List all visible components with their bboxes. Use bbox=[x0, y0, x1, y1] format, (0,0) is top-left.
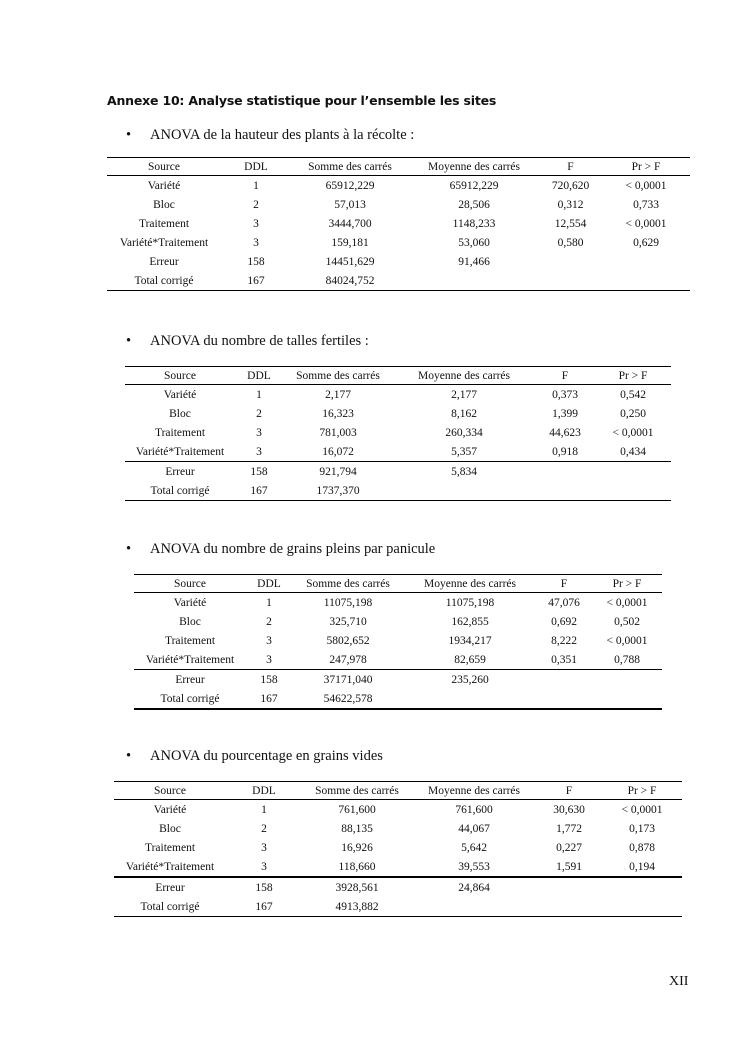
cell-sum-squares: 4913,882 bbox=[302, 897, 412, 917]
table-row bbox=[134, 650, 662, 670]
cell-source: Variété bbox=[147, 179, 181, 192]
table-row bbox=[107, 271, 690, 291]
col-mean-squares: Moyenne des carrés bbox=[404, 575, 536, 593]
col-pr-f: Pr > F bbox=[602, 782, 682, 800]
cell-pr-f bbox=[602, 271, 690, 291]
cell-mean-squares: 24,864 bbox=[412, 877, 536, 897]
cell-source: Total corrigé bbox=[107, 271, 221, 291]
table-row bbox=[114, 819, 682, 838]
col-source: Source bbox=[107, 158, 221, 176]
cell-sum-squares: 761,600 bbox=[338, 803, 376, 816]
cell-f: 0,312 bbox=[557, 198, 584, 211]
cell-sum-squares: 16,926 bbox=[341, 841, 373, 854]
cell-sum-squares: 84024,752 bbox=[291, 271, 409, 291]
cell-f: 0,580 bbox=[557, 236, 584, 249]
cell-sum-squares: 5802,652 bbox=[326, 634, 370, 647]
cell-source: Bloc bbox=[179, 615, 201, 628]
cell-f: 30,630 bbox=[553, 803, 585, 816]
col-ddl: DDL bbox=[235, 367, 283, 385]
cell-pr-f: < 0,0001 bbox=[606, 634, 648, 647]
cell-pr-f: 0,542 bbox=[620, 388, 646, 401]
cell-source: Variété bbox=[153, 803, 187, 816]
cell-ddl: 158 bbox=[226, 877, 302, 897]
cell-source: Variété bbox=[163, 388, 197, 401]
cell-source: Variété*Traitement bbox=[145, 653, 235, 666]
cell-ddl: 3 bbox=[261, 841, 267, 854]
cell-source: Total corrigé bbox=[114, 897, 226, 917]
cell-source: Bloc bbox=[169, 407, 191, 420]
cell-sum-squares: 11075,198 bbox=[323, 596, 373, 609]
cell-mean-squares: 39,553 bbox=[458, 860, 490, 873]
cell-pr-f: 0,194 bbox=[629, 860, 655, 873]
cell-pr-f: < 0,0001 bbox=[625, 179, 667, 192]
header-row bbox=[114, 782, 682, 800]
cell-ddl: 1 bbox=[256, 388, 262, 401]
cell-sum-squares: 247,978 bbox=[329, 653, 367, 666]
col-ddl: DDL bbox=[221, 158, 291, 176]
cell-source: Variété*Traitement bbox=[125, 860, 215, 873]
cell-ddl: 2 bbox=[266, 615, 272, 628]
cell-source: Erreur bbox=[149, 255, 179, 268]
col-pr-f: Pr > F bbox=[592, 575, 662, 593]
table-row bbox=[134, 593, 662, 613]
table-row bbox=[125, 481, 671, 501]
annex-heading: Annexe 10: Analyse statistique pour l’ensemble les sites bbox=[107, 93, 497, 108]
cell-pr-f bbox=[595, 481, 671, 501]
cell-f: 8,222 bbox=[551, 634, 577, 647]
cell-pr-f: 0,878 bbox=[629, 841, 655, 854]
cell-f: 1,772 bbox=[556, 822, 582, 835]
anova-table-tillers bbox=[125, 366, 671, 501]
table-row bbox=[125, 404, 671, 423]
col-sum-squares: Somme des carrés bbox=[292, 575, 404, 593]
cell-pr-f: 0,733 bbox=[633, 198, 659, 211]
col-source: Source bbox=[125, 367, 235, 385]
cell-source: Total corrigé bbox=[125, 481, 235, 501]
cell-source: Erreur bbox=[134, 670, 246, 690]
bullet: • bbox=[126, 127, 132, 143]
table-row bbox=[134, 612, 662, 631]
page-number: XII bbox=[669, 974, 689, 989]
col-mean-squares: Moyenne des carrés bbox=[409, 158, 539, 176]
anova-table-empty-grains bbox=[114, 781, 682, 917]
cell-sum-squares: 325,710 bbox=[329, 615, 367, 628]
cell-f bbox=[536, 897, 602, 917]
cell-source: Variété*Traitement bbox=[119, 236, 209, 249]
section-title-text: ANOVA du pourcentage en grains vides bbox=[150, 748, 383, 764]
cell-ddl: 158 bbox=[247, 255, 265, 268]
col-ddl: DDL bbox=[226, 782, 302, 800]
col-mean-squares: Moyenne des carrés bbox=[393, 367, 535, 385]
cell-sum-squares: 3928,561 bbox=[302, 877, 412, 897]
section-title-full-grains bbox=[126, 541, 435, 558]
cell-ddl: 2 bbox=[256, 407, 262, 420]
cell-sum-squares: 1737,370 bbox=[283, 481, 393, 501]
table-row bbox=[114, 838, 682, 857]
col-f: F bbox=[535, 367, 595, 385]
section-title-text: ANOVA du nombre de talles fertiles : bbox=[150, 333, 369, 349]
cell-source: Bloc bbox=[159, 822, 181, 835]
table-row bbox=[134, 670, 662, 690]
cell-mean-squares: 1148,233 bbox=[452, 217, 496, 230]
cell-f: 1,399 bbox=[552, 407, 578, 420]
table-row bbox=[125, 385, 671, 405]
cell-f: 720,620 bbox=[551, 179, 590, 192]
anova-table-height bbox=[107, 157, 690, 291]
cell-sum-squares: 921,794 bbox=[283, 462, 393, 482]
cell-sum-squares: 88,135 bbox=[341, 822, 373, 835]
cell-sum-squares: 57,013 bbox=[334, 198, 366, 211]
cell-f: 0,918 bbox=[552, 445, 578, 458]
cell-ddl: 3 bbox=[253, 217, 259, 230]
anova-table-full-grains bbox=[134, 574, 662, 710]
cell-source: Erreur bbox=[114, 877, 226, 897]
cell-ddl: 1 bbox=[253, 179, 259, 192]
cell-ddl: 3 bbox=[266, 653, 272, 666]
table-row bbox=[114, 877, 682, 897]
col-f: F bbox=[536, 782, 602, 800]
table-row bbox=[125, 462, 671, 482]
cell-sum-squares: 37171,040 bbox=[292, 670, 404, 690]
col-f: F bbox=[536, 575, 592, 593]
cell-pr-f bbox=[592, 670, 662, 690]
cell-mean-squares: 44,067 bbox=[458, 822, 490, 835]
cell-f: 0,692 bbox=[551, 615, 577, 628]
cell-mean-squares: 5,642 bbox=[461, 841, 487, 854]
cell-f bbox=[536, 877, 602, 897]
cell-pr-f: < 0,0001 bbox=[612, 426, 654, 439]
cell-mean-squares: 235,260 bbox=[404, 670, 536, 690]
cell-mean-squares: 28,506 bbox=[458, 198, 490, 211]
table-row bbox=[107, 214, 690, 233]
cell-pr-f: 0,250 bbox=[620, 407, 646, 420]
cell-mean-squares: 1934,217 bbox=[448, 634, 492, 647]
cell-pr-f: 0,173 bbox=[629, 822, 655, 835]
cell-sum-squares: 65912,229 bbox=[325, 179, 375, 192]
cell-mean-squares bbox=[393, 481, 535, 501]
cell-ddl: 3 bbox=[256, 426, 262, 439]
bullet: • bbox=[126, 748, 132, 764]
cell-source: Variété bbox=[173, 596, 207, 609]
cell-f bbox=[539, 252, 602, 271]
cell-source: Traitement bbox=[144, 841, 196, 854]
col-sum-squares: Somme des carrés bbox=[283, 367, 393, 385]
cell-ddl: 167 bbox=[235, 481, 283, 501]
cell-pr-f: 0,502 bbox=[614, 615, 640, 628]
col-source: Source bbox=[134, 575, 246, 593]
cell-pr-f: < 0,0001 bbox=[625, 217, 667, 230]
cell-mean-squares bbox=[404, 689, 536, 709]
cell-pr-f: 0,788 bbox=[614, 653, 640, 666]
cell-f: 47,076 bbox=[548, 596, 580, 609]
cell-ddl: 3 bbox=[256, 445, 262, 458]
table-row bbox=[107, 176, 690, 196]
cell-ddl: 1 bbox=[261, 803, 267, 816]
cell-f bbox=[536, 689, 592, 709]
col-pr-f: Pr > F bbox=[595, 367, 671, 385]
cell-f: 1,591 bbox=[556, 860, 582, 873]
col-pr-f: Pr > F bbox=[602, 158, 690, 176]
col-sum-squares: Somme des carrés bbox=[302, 782, 412, 800]
cell-f: 12,554 bbox=[554, 217, 587, 230]
section-title-height bbox=[126, 127, 414, 144]
cell-pr-f bbox=[602, 252, 690, 271]
cell-source: Traitement bbox=[164, 634, 216, 647]
cell-f: 0,351 bbox=[551, 653, 577, 666]
cell-ddl: 158 bbox=[246, 670, 292, 690]
cell-pr-f bbox=[592, 689, 662, 709]
cell-pr-f: < 0,0001 bbox=[606, 596, 648, 609]
cell-source: Erreur bbox=[125, 462, 235, 482]
header-row bbox=[125, 367, 671, 385]
cell-pr-f bbox=[595, 462, 671, 482]
section-title-text: ANOVA du nombre de grains pleins par panicule bbox=[150, 541, 436, 557]
cell-source: Traitement bbox=[138, 217, 190, 230]
cell-ddl: 167 bbox=[226, 897, 302, 917]
cell-f bbox=[535, 462, 595, 482]
cell-sum-squares: 159,181 bbox=[331, 236, 369, 249]
cell-f: 0,373 bbox=[552, 388, 578, 401]
cell-sum-squares: 118,660 bbox=[338, 860, 376, 873]
header-row bbox=[107, 158, 690, 176]
cell-ddl: 167 bbox=[221, 271, 291, 291]
cell-ddl: 2 bbox=[253, 198, 259, 211]
cell-mean-squares: 65912,229 bbox=[449, 179, 499, 192]
cell-mean-squares: 91,466 bbox=[458, 255, 490, 268]
cell-mean-squares bbox=[409, 271, 539, 291]
table-row bbox=[134, 631, 662, 650]
cell-sum-squares: 781,003 bbox=[319, 426, 357, 439]
table-row bbox=[125, 442, 671, 462]
table-row bbox=[114, 857, 682, 877]
cell-sum-squares: 54622,578 bbox=[292, 689, 404, 709]
table-row bbox=[107, 195, 690, 214]
cell-sum-squares: 14451,629 bbox=[325, 255, 375, 268]
col-source: Source bbox=[114, 782, 226, 800]
cell-mean-squares bbox=[412, 897, 536, 917]
cell-mean-squares: 761,600 bbox=[455, 803, 493, 816]
cell-source: Traitement bbox=[154, 426, 206, 439]
col-f: F bbox=[539, 158, 602, 176]
cell-f: 0,227 bbox=[556, 841, 582, 854]
table-row bbox=[114, 897, 682, 917]
cell-mean-squares: 11075,198 bbox=[445, 596, 495, 609]
cell-f: 44,623 bbox=[549, 426, 581, 439]
col-sum-squares: Somme des carrés bbox=[291, 158, 409, 176]
cell-source: Total corrigé bbox=[134, 689, 246, 709]
cell-mean-squares: 260,334 bbox=[445, 426, 483, 439]
cell-ddl: 1 bbox=[266, 596, 272, 609]
cell-pr-f: 0,434 bbox=[620, 445, 646, 458]
cell-ddl: 3 bbox=[253, 236, 259, 249]
cell-mean-squares: 82,659 bbox=[454, 653, 486, 666]
col-mean-squares: Moyenne des carrés bbox=[412, 782, 536, 800]
table-row bbox=[114, 800, 682, 820]
cell-ddl: 167 bbox=[246, 689, 292, 709]
cell-sum-squares: 16,072 bbox=[322, 445, 354, 458]
cell-source: Variété*Traitement bbox=[135, 445, 225, 458]
cell-sum-squares: 16,323 bbox=[322, 407, 354, 420]
section-title-tillers bbox=[126, 333, 369, 350]
cell-pr-f: 0,629 bbox=[633, 236, 659, 249]
header-row bbox=[134, 575, 662, 593]
cell-f bbox=[535, 481, 595, 501]
cell-source: Bloc bbox=[153, 198, 175, 211]
cell-mean-squares: 53,060 bbox=[458, 236, 490, 249]
cell-mean-squares: 162,855 bbox=[451, 615, 489, 628]
cell-f bbox=[536, 670, 592, 690]
cell-pr-f bbox=[602, 897, 682, 917]
cell-ddl: 3 bbox=[261, 860, 267, 873]
table-row bbox=[125, 423, 671, 442]
cell-ddl: 2 bbox=[261, 822, 267, 835]
cell-mean-squares: 8,162 bbox=[451, 407, 477, 420]
cell-mean-squares: 5,357 bbox=[451, 445, 477, 458]
section-title-text: ANOVA de la hauteur des plants à la récolte : bbox=[150, 127, 415, 143]
cell-sum-squares: 3444,700 bbox=[328, 217, 372, 230]
cell-mean-squares: 5,834 bbox=[393, 462, 535, 482]
cell-sum-squares: 2,177 bbox=[325, 388, 351, 401]
section-title-empty-grains bbox=[126, 748, 383, 765]
cell-mean-squares: 2,177 bbox=[451, 388, 477, 401]
cell-pr-f bbox=[602, 877, 682, 897]
cell-ddl: 3 bbox=[266, 634, 272, 647]
cell-ddl: 158 bbox=[235, 462, 283, 482]
table-row bbox=[107, 252, 690, 271]
col-ddl: DDL bbox=[246, 575, 292, 593]
cell-f bbox=[539, 271, 602, 291]
bullet: • bbox=[126, 541, 132, 557]
table-row bbox=[107, 233, 690, 252]
table-row bbox=[134, 689, 662, 709]
bullet: • bbox=[126, 333, 132, 349]
cell-pr-f: < 0,0001 bbox=[621, 803, 663, 816]
